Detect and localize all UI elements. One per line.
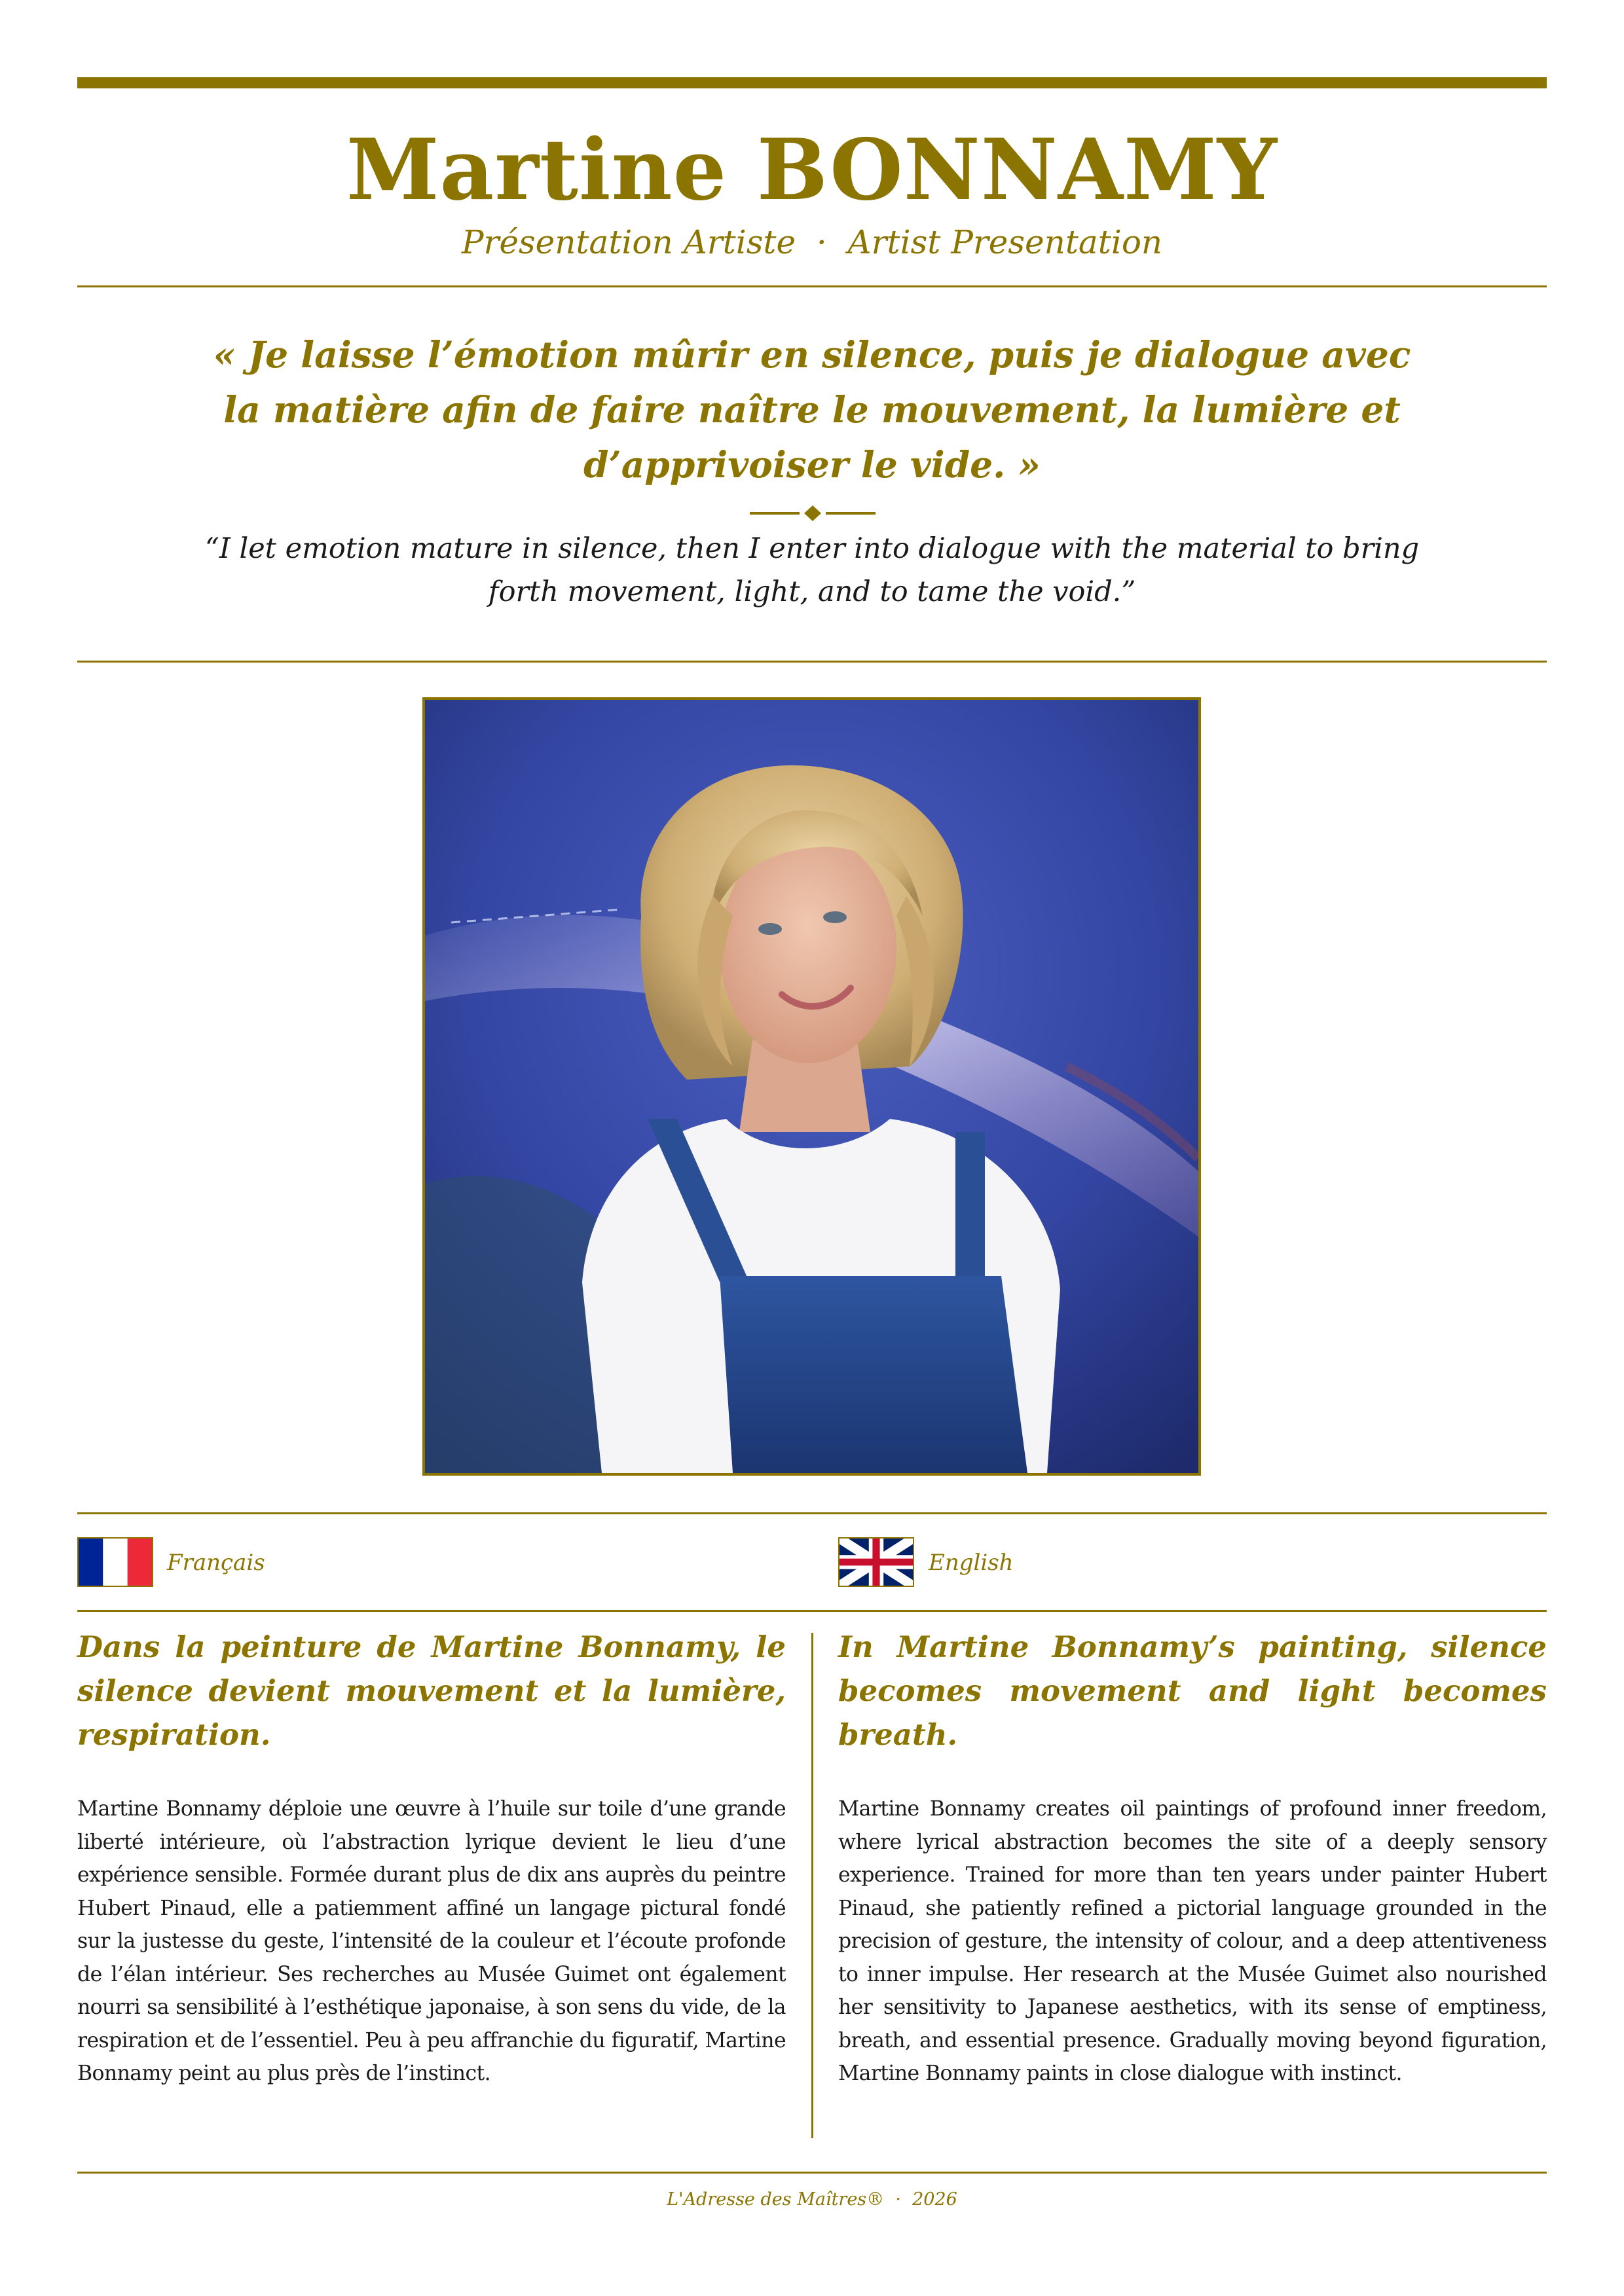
diamond-divider-icon: [750, 505, 876, 521]
portrait-illustration-icon: [425, 700, 1198, 1473]
divider: [77, 2172, 1547, 2174]
artist-portrait-photo: [422, 697, 1201, 1476]
page-subtitle: Présentation Artiste · Artist Presentation: [461, 223, 1163, 261]
divider: [77, 285, 1547, 287]
divider: [77, 661, 1547, 663]
quote-english: “I let emotion mature in silence, then I enter into dialogue with the material to bring forth movement, light, and to tame the void.”: [204, 532, 1420, 608]
flag-france-icon: [77, 1537, 153, 1587]
divider: [77, 1512, 1547, 1514]
language-label-english: English: [929, 1550, 1014, 1576]
footer-text: L'Adresse des Maîtres® · 2026: [667, 2189, 957, 2210]
divider: [77, 1610, 1547, 1612]
column-divider: [811, 1633, 813, 2138]
quote-french: « Je laisse l’émotion mûrir en silence, puis je dialogue avec la matière afin de faire naître le mouvement, la lumière et d’apprivoiser le vide. »: [213, 333, 1411, 486]
top-accent-bar: [77, 77, 1547, 88]
body-french: Martine Bonnamy déploie une œuvre à l’huile sur toile d’une grande liberté intérieure, où l’abstraction lyrique devient le lieu d’une expérience sensible. Formée durant plus de dix ans auprès du peintre Hubert Pinaud, elle a patiemment affiné un langage pictural fondé sur la justesse du geste, l’intensité de la couleur et l’écoute profonde de l’élan intérieur. Ses recherches au Musée Guimet ont également nourri sa sensibilité à l’esthétique japonaise, à son sens du vide, de la respiration et de l’essentiel. Peu à peu affranchie du figuratif, Martine Bonnamy peint au plus près de l’instinct.: [77, 1797, 786, 2085]
flag-uk-icon: [838, 1537, 914, 1587]
page-title: Martine BONNAMY: [346, 121, 1278, 219]
body-english: Martine Bonnamy creates oil paintings of profound inner freedom, where lyrical abstraction becomes the site of a deeply sensory experience. Trained for more than ten years under painter Hubert Pinaud, she patiently refined a pictorial language grounded in the precision of gesture, the intensity of colour, and a deep attentiveness to inner impulse. Her research at the Musée Guimet also nourished her sensitivity to Japanese aesthetics, with its sense of emptiness, breath, and essential presence. Gradually moving beyond figuration, Martine Bonnamy paints in close dialogue with instinct.: [838, 1797, 1547, 2085]
language-label-french: Français: [167, 1550, 265, 1576]
heading-french: Dans la peinture de Martine Bonnamy, le silence devient mouvement et la lumière, respiration.: [77, 1630, 786, 1752]
heading-english: In Martine Bonnamy’s painting, silence becomes movement and light becomes breath.: [838, 1630, 1547, 1752]
